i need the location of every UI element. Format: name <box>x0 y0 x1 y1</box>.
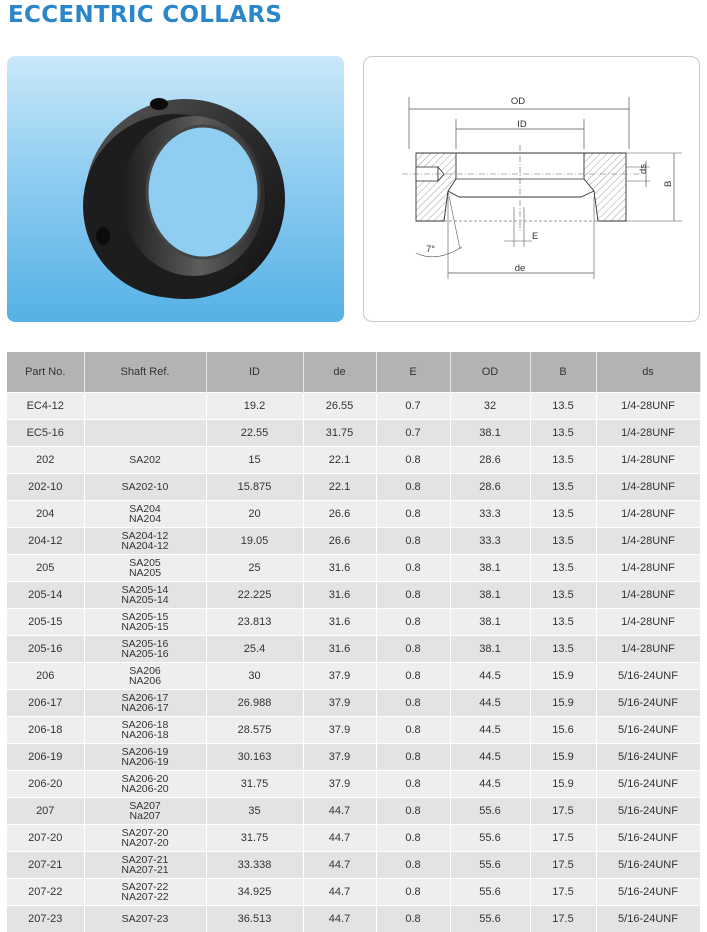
table-cell: 0.8 <box>376 798 450 825</box>
table-row <box>7 636 700 663</box>
table-cell: 1/4-28UNF <box>596 636 700 663</box>
table-cell: 22.55 <box>206 420 303 447</box>
table-row <box>7 393 700 420</box>
table-cell: 0.7 <box>376 420 450 447</box>
shaft-ref: SA207-23 <box>85 914 206 924</box>
table-cell: 1/4-28UNF <box>596 501 700 528</box>
table-cell: 26.6 <box>303 528 376 555</box>
shaft-ref: SA206-19 <box>85 747 206 757</box>
table-cell: 1/4-28UNF <box>596 474 700 501</box>
table-cell: 31.75 <box>206 825 303 852</box>
shaft-ref: SA204-12 <box>85 531 206 541</box>
table-cell: 15.9 <box>530 690 596 717</box>
table-row <box>7 420 700 447</box>
table-row <box>7 825 700 852</box>
table-cell: 0.8 <box>376 636 450 663</box>
shaft-ref-cell <box>84 555 206 582</box>
table-cell: EC5-16 <box>7 420 84 447</box>
table-cell: 44.7 <box>303 852 376 879</box>
shaft-ref-cell <box>84 798 206 825</box>
table-cell: 13.5 <box>530 636 596 663</box>
table-cell: 38.1 <box>450 555 530 582</box>
table-row <box>7 690 700 717</box>
table-cell: 0.7 <box>376 393 450 420</box>
table-cell: 207-21 <box>7 852 84 879</box>
table-cell: 34.925 <box>206 879 303 906</box>
table-cell: 5/16-24UNF <box>596 717 700 744</box>
shaft-ref: NA207-22 <box>85 892 206 902</box>
table-cell: 17.5 <box>530 852 596 879</box>
column-header: ds <box>596 352 700 393</box>
shaft-ref: NA205 <box>85 568 206 578</box>
shaft-ref-cell <box>84 501 206 528</box>
table-cell: 38.1 <box>450 609 530 636</box>
collar-image <box>7 56 344 322</box>
shaft-ref-cell <box>84 906 206 932</box>
shaft-ref-cell <box>84 879 206 906</box>
shaft-ref-cell <box>84 771 206 798</box>
table-cell: 44.5 <box>450 771 530 798</box>
table-cell: 207-22 <box>7 879 84 906</box>
shaft-ref-cell <box>84 690 206 717</box>
column-header: Shaft Ref. <box>84 352 206 393</box>
table-cell: 202-10 <box>7 474 84 501</box>
table-cell: 31.6 <box>303 582 376 609</box>
e-label: E <box>532 231 538 242</box>
shaft-ref: SA205-16 <box>85 639 206 649</box>
shaft-ref-cell <box>84 852 206 879</box>
shaft-ref: SA207-21 <box>85 855 206 865</box>
table-cell: 1/4-28UNF <box>596 555 700 582</box>
table-cell: 19.2 <box>206 393 303 420</box>
table-cell: 206-17 <box>7 690 84 717</box>
shaft-ref: SA206-18 <box>85 720 206 730</box>
table-cell: 33.3 <box>450 501 530 528</box>
table-cell: 0.8 <box>376 879 450 906</box>
table-row <box>7 609 700 636</box>
table-row <box>7 501 700 528</box>
table-cell: 15.9 <box>530 663 596 690</box>
collar-photo <box>7 56 344 322</box>
table-cell: 36.513 <box>206 906 303 932</box>
table-cell: 30 <box>206 663 303 690</box>
table-cell: 5/16-24UNF <box>596 771 700 798</box>
table-cell: 0.8 <box>376 771 450 798</box>
shaft-ref: SA202 <box>85 455 206 465</box>
shaft-ref: SA205-14 <box>85 585 206 595</box>
table-cell: 44.7 <box>303 825 376 852</box>
table-cell: 38.1 <box>450 582 530 609</box>
shaft-ref: SA206-17 <box>85 693 206 703</box>
shaft-ref: SA206 <box>85 666 206 676</box>
table-cell: 31.75 <box>206 771 303 798</box>
table-cell: 22.1 <box>303 474 376 501</box>
column-header: Part No. <box>7 352 84 393</box>
shaft-ref: SA202-10 <box>85 482 206 492</box>
table-cell: 37.9 <box>303 690 376 717</box>
table-cell: 13.5 <box>530 447 596 474</box>
table-row <box>7 447 700 474</box>
table-cell: 31.75 <box>303 420 376 447</box>
shaft-ref: NA206 <box>85 676 206 686</box>
shaft-ref-cell <box>84 825 206 852</box>
table-cell: 20 <box>206 501 303 528</box>
table-cell: 44.5 <box>450 717 530 744</box>
table-row <box>7 906 700 932</box>
table-cell: 15 <box>206 447 303 474</box>
table-cell: 0.8 <box>376 690 450 717</box>
table-cell: 31.6 <box>303 636 376 663</box>
table-cell: 55.6 <box>450 852 530 879</box>
shaft-ref: NA206-19 <box>85 757 206 767</box>
table-cell: 44.7 <box>303 798 376 825</box>
shaft-ref-cell <box>84 609 206 636</box>
shaft-ref: NA206-18 <box>85 730 206 740</box>
b-label: B <box>663 181 674 187</box>
table-cell: 5/16-24UNF <box>596 798 700 825</box>
table-cell: 26.55 <box>303 393 376 420</box>
table-cell: 28.575 <box>206 717 303 744</box>
table-cell: 13.5 <box>530 528 596 555</box>
table-row <box>7 717 700 744</box>
table-cell: 0.8 <box>376 744 450 771</box>
table-cell: 5/16-24UNF <box>596 825 700 852</box>
table-row <box>7 879 700 906</box>
table-cell: 1/4-28UNF <box>596 609 700 636</box>
shaft-ref: Na207 <box>85 811 206 821</box>
table-cell: 0.8 <box>376 906 450 932</box>
shaft-ref: NA204-12 <box>85 541 206 551</box>
table-cell: 5/16-24UNF <box>596 744 700 771</box>
shaft-ref: SA207 <box>85 801 206 811</box>
table-cell: 5/16-24UNF <box>596 690 700 717</box>
shaft-ref: NA206-20 <box>85 784 206 794</box>
table-cell: 13.5 <box>530 582 596 609</box>
spec-table <box>7 352 701 932</box>
shaft-ref-cell <box>84 744 206 771</box>
shaft-ref-cell <box>84 474 206 501</box>
table-cell: 38.1 <box>450 420 530 447</box>
shaft-ref: NA205-14 <box>85 595 206 605</box>
table-cell: 35 <box>206 798 303 825</box>
table-cell: 32 <box>450 393 530 420</box>
table-row <box>7 798 700 825</box>
table-cell: 5/16-24UNF <box>596 879 700 906</box>
table-row <box>7 771 700 798</box>
page-title: ECCENTRIC COLLARS <box>8 2 282 28</box>
table-cell: 0.8 <box>376 609 450 636</box>
table-cell: 44.7 <box>303 879 376 906</box>
table-cell: 33.338 <box>206 852 303 879</box>
table-cell: 44.5 <box>450 663 530 690</box>
table-cell: 205 <box>7 555 84 582</box>
shaft-ref: SA205 <box>85 558 206 568</box>
de-label: de <box>515 263 526 274</box>
table-cell: 31.6 <box>303 555 376 582</box>
table-cell: 13.5 <box>530 555 596 582</box>
table-cell: 37.9 <box>303 744 376 771</box>
table-cell: 206-18 <box>7 717 84 744</box>
shaft-ref: NA204 <box>85 514 206 524</box>
table-row <box>7 744 700 771</box>
table-cell: 55.6 <box>450 906 530 932</box>
table-cell: 1/4-28UNF <box>596 393 700 420</box>
table-row <box>7 474 700 501</box>
table-cell: 13.5 <box>530 501 596 528</box>
table-cell: 0.8 <box>376 663 450 690</box>
table-cell: 31.6 <box>303 609 376 636</box>
table-cell: 5/16-24UNF <box>596 906 700 932</box>
table-cell: 0.8 <box>376 717 450 744</box>
table-cell: 44.5 <box>450 690 530 717</box>
table-row <box>7 663 700 690</box>
table-cell: 17.5 <box>530 879 596 906</box>
table-cell: 207-20 <box>7 825 84 852</box>
angle-label: 7° <box>426 244 435 255</box>
table-cell: 37.9 <box>303 717 376 744</box>
table-cell: 0.8 <box>376 555 450 582</box>
table-cell: 1/4-28UNF <box>596 420 700 447</box>
table-cell: 0.8 <box>376 447 450 474</box>
table-cell: 205-14 <box>7 582 84 609</box>
shaft-ref-cell <box>84 447 206 474</box>
table-cell: 5/16-24UNF <box>596 663 700 690</box>
table-cell: 33.3 <box>450 528 530 555</box>
table-cell: 19.05 <box>206 528 303 555</box>
table-cell: 0.8 <box>376 582 450 609</box>
table-cell: 206-19 <box>7 744 84 771</box>
table-cell: 28.6 <box>450 474 530 501</box>
table-cell: 15.9 <box>530 771 596 798</box>
shaft-ref: NA205-15 <box>85 622 206 632</box>
shaft-ref-cell <box>84 582 206 609</box>
column-header: ID <box>206 352 303 393</box>
table-row <box>7 582 700 609</box>
column-header: E <box>376 352 450 393</box>
table-cell: 5/16-24UNF <box>596 852 700 879</box>
table-cell: 205-15 <box>7 609 84 636</box>
table-cell: 22.225 <box>206 582 303 609</box>
table-row <box>7 555 700 582</box>
shaft-ref: NA206-17 <box>85 703 206 713</box>
table-cell: 44.5 <box>450 744 530 771</box>
table-cell: 25 <box>206 555 303 582</box>
table-cell: 0.8 <box>376 501 450 528</box>
shaft-ref: NA207-21 <box>85 865 206 875</box>
table-cell: EC4-12 <box>7 393 84 420</box>
table-cell: 1/4-28UNF <box>596 528 700 555</box>
table-cell: 44.7 <box>303 906 376 932</box>
column-header: OD <box>450 352 530 393</box>
collar-drawing <box>363 56 700 322</box>
table-cell: 17.5 <box>530 906 596 932</box>
shaft-ref: NA205-16 <box>85 649 206 659</box>
table-cell: 0.8 <box>376 528 450 555</box>
shaft-ref: SA206-20 <box>85 774 206 784</box>
table-cell: 13.5 <box>530 474 596 501</box>
table-cell: 17.5 <box>530 798 596 825</box>
table-cell: 204-12 <box>7 528 84 555</box>
table-cell: 37.9 <box>303 771 376 798</box>
table-cell: 204 <box>7 501 84 528</box>
shaft-ref: SA207-22 <box>85 882 206 892</box>
shaft-ref: NA207-20 <box>85 838 206 848</box>
table-cell: 28.6 <box>450 447 530 474</box>
table-cell: 13.5 <box>530 393 596 420</box>
table-cell: 205-16 <box>7 636 84 663</box>
table-cell: 26.6 <box>303 501 376 528</box>
shaft-ref-cell <box>84 717 206 744</box>
table-cell: 207-23 <box>7 906 84 932</box>
od-label: OD <box>511 96 525 107</box>
table-cell: 1/4-28UNF <box>596 582 700 609</box>
shaft-ref-cell <box>84 393 206 420</box>
table-header-row <box>7 352 700 393</box>
shaft-ref-cell <box>84 663 206 690</box>
shaft-ref-cell <box>84 636 206 663</box>
cross-section-diagram <box>364 57 701 323</box>
ds-label: ds <box>638 164 649 174</box>
table-cell: 23.813 <box>206 609 303 636</box>
table-cell: 206-20 <box>7 771 84 798</box>
table-cell: 13.5 <box>530 609 596 636</box>
column-header: de <box>303 352 376 393</box>
table-cell: 202 <box>7 447 84 474</box>
table-row <box>7 852 700 879</box>
table-cell: 55.6 <box>450 879 530 906</box>
shaft-ref: SA204 <box>85 504 206 514</box>
table-cell: 207 <box>7 798 84 825</box>
table-cell: 0.8 <box>376 852 450 879</box>
table-cell: 30.163 <box>206 744 303 771</box>
id-label: ID <box>517 119 527 130</box>
table-cell: 38.1 <box>450 636 530 663</box>
table-cell: 15.9 <box>530 744 596 771</box>
table-cell: 25.4 <box>206 636 303 663</box>
table-cell: 37.9 <box>303 663 376 690</box>
table-cell: 0.8 <box>376 825 450 852</box>
table-cell: 1/4-28UNF <box>596 447 700 474</box>
table-cell: 206 <box>7 663 84 690</box>
column-header: B <box>530 352 596 393</box>
shaft-ref-cell <box>84 528 206 555</box>
shaft-ref: SA207-20 <box>85 828 206 838</box>
table-cell: 17.5 <box>530 825 596 852</box>
table-cell: 15.875 <box>206 474 303 501</box>
shaft-ref-cell <box>84 420 206 447</box>
table-cell: 55.6 <box>450 798 530 825</box>
shaft-ref: SA205-15 <box>85 612 206 622</box>
table-cell: 13.5 <box>530 420 596 447</box>
table-cell: 0.8 <box>376 474 450 501</box>
table-cell: 55.6 <box>450 825 530 852</box>
table-cell: 15.6 <box>530 717 596 744</box>
table-cell: 26.988 <box>206 690 303 717</box>
table-cell: 22.1 <box>303 447 376 474</box>
table-row <box>7 528 700 555</box>
